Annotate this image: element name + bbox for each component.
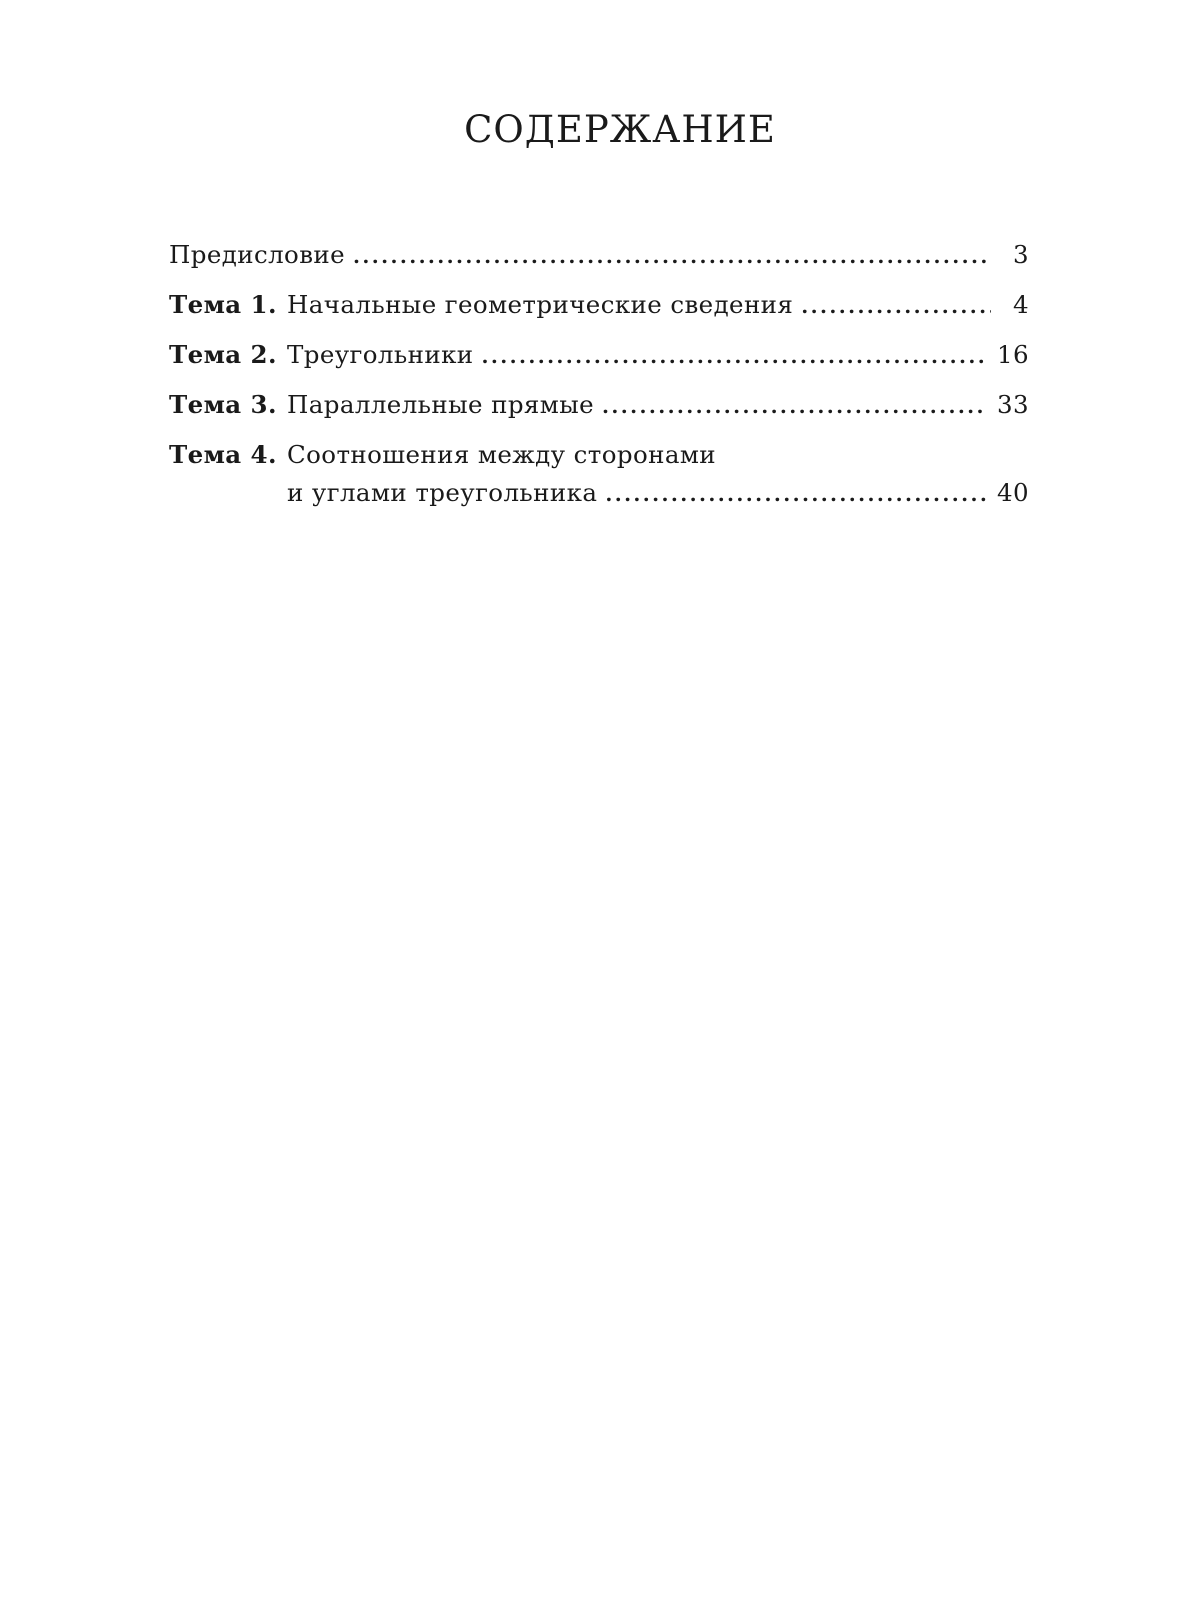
toc-page-number: 3	[1013, 240, 1029, 269]
toc-page-number: 33	[997, 390, 1029, 419]
toc-entry-prefix: Тема 4.	[169, 440, 277, 469]
toc-entry-title: Начальные геометрические сведения	[287, 290, 794, 319]
dot-leader	[482, 335, 987, 377]
toc-entry-line	[287, 284, 1029, 326]
toc-entry-prefix: Тема 2.	[169, 340, 277, 369]
toc-entry-prefix: Тема 1.	[169, 290, 277, 319]
toc-entry-topic-1[interactable]	[169, 284, 1029, 334]
dot-leader	[602, 385, 987, 427]
toc-entry-prefix: Тема 3.	[169, 390, 277, 419]
dot-leader	[353, 235, 991, 277]
toc-entry-line	[287, 472, 1029, 514]
toc-entry-title: Треугольники	[287, 340, 474, 369]
toc-entry-topic-4[interactable]	[169, 434, 1029, 520]
toc-entry-line	[169, 234, 1029, 276]
toc-entry-preface[interactable]	[169, 234, 1029, 284]
toc-entry-line	[287, 434, 1029, 476]
toc-entry-title: Параллельные прямые	[287, 390, 595, 419]
toc-page-number: 4	[1013, 290, 1029, 319]
toc-entry-line	[287, 334, 1029, 376]
dot-leader	[605, 473, 987, 515]
table-of-contents	[169, 234, 1029, 520]
toc-page-number: 40	[997, 478, 1029, 507]
toc-entry-line	[287, 384, 1029, 426]
toc-entry-topic-2[interactable]	[169, 334, 1029, 384]
toc-entry-title: Соотношения между сторонами	[287, 440, 717, 469]
toc-entry-title: Предисловие	[169, 240, 346, 269]
dot-leader	[801, 285, 991, 327]
toc-page-number: 16	[997, 340, 1029, 369]
page-title: СОДЕРЖАНИЕ	[464, 108, 776, 151]
toc-entry-title-continued: и углами треугольника	[287, 478, 598, 507]
toc-entry-topic-3[interactable]	[169, 384, 1029, 434]
